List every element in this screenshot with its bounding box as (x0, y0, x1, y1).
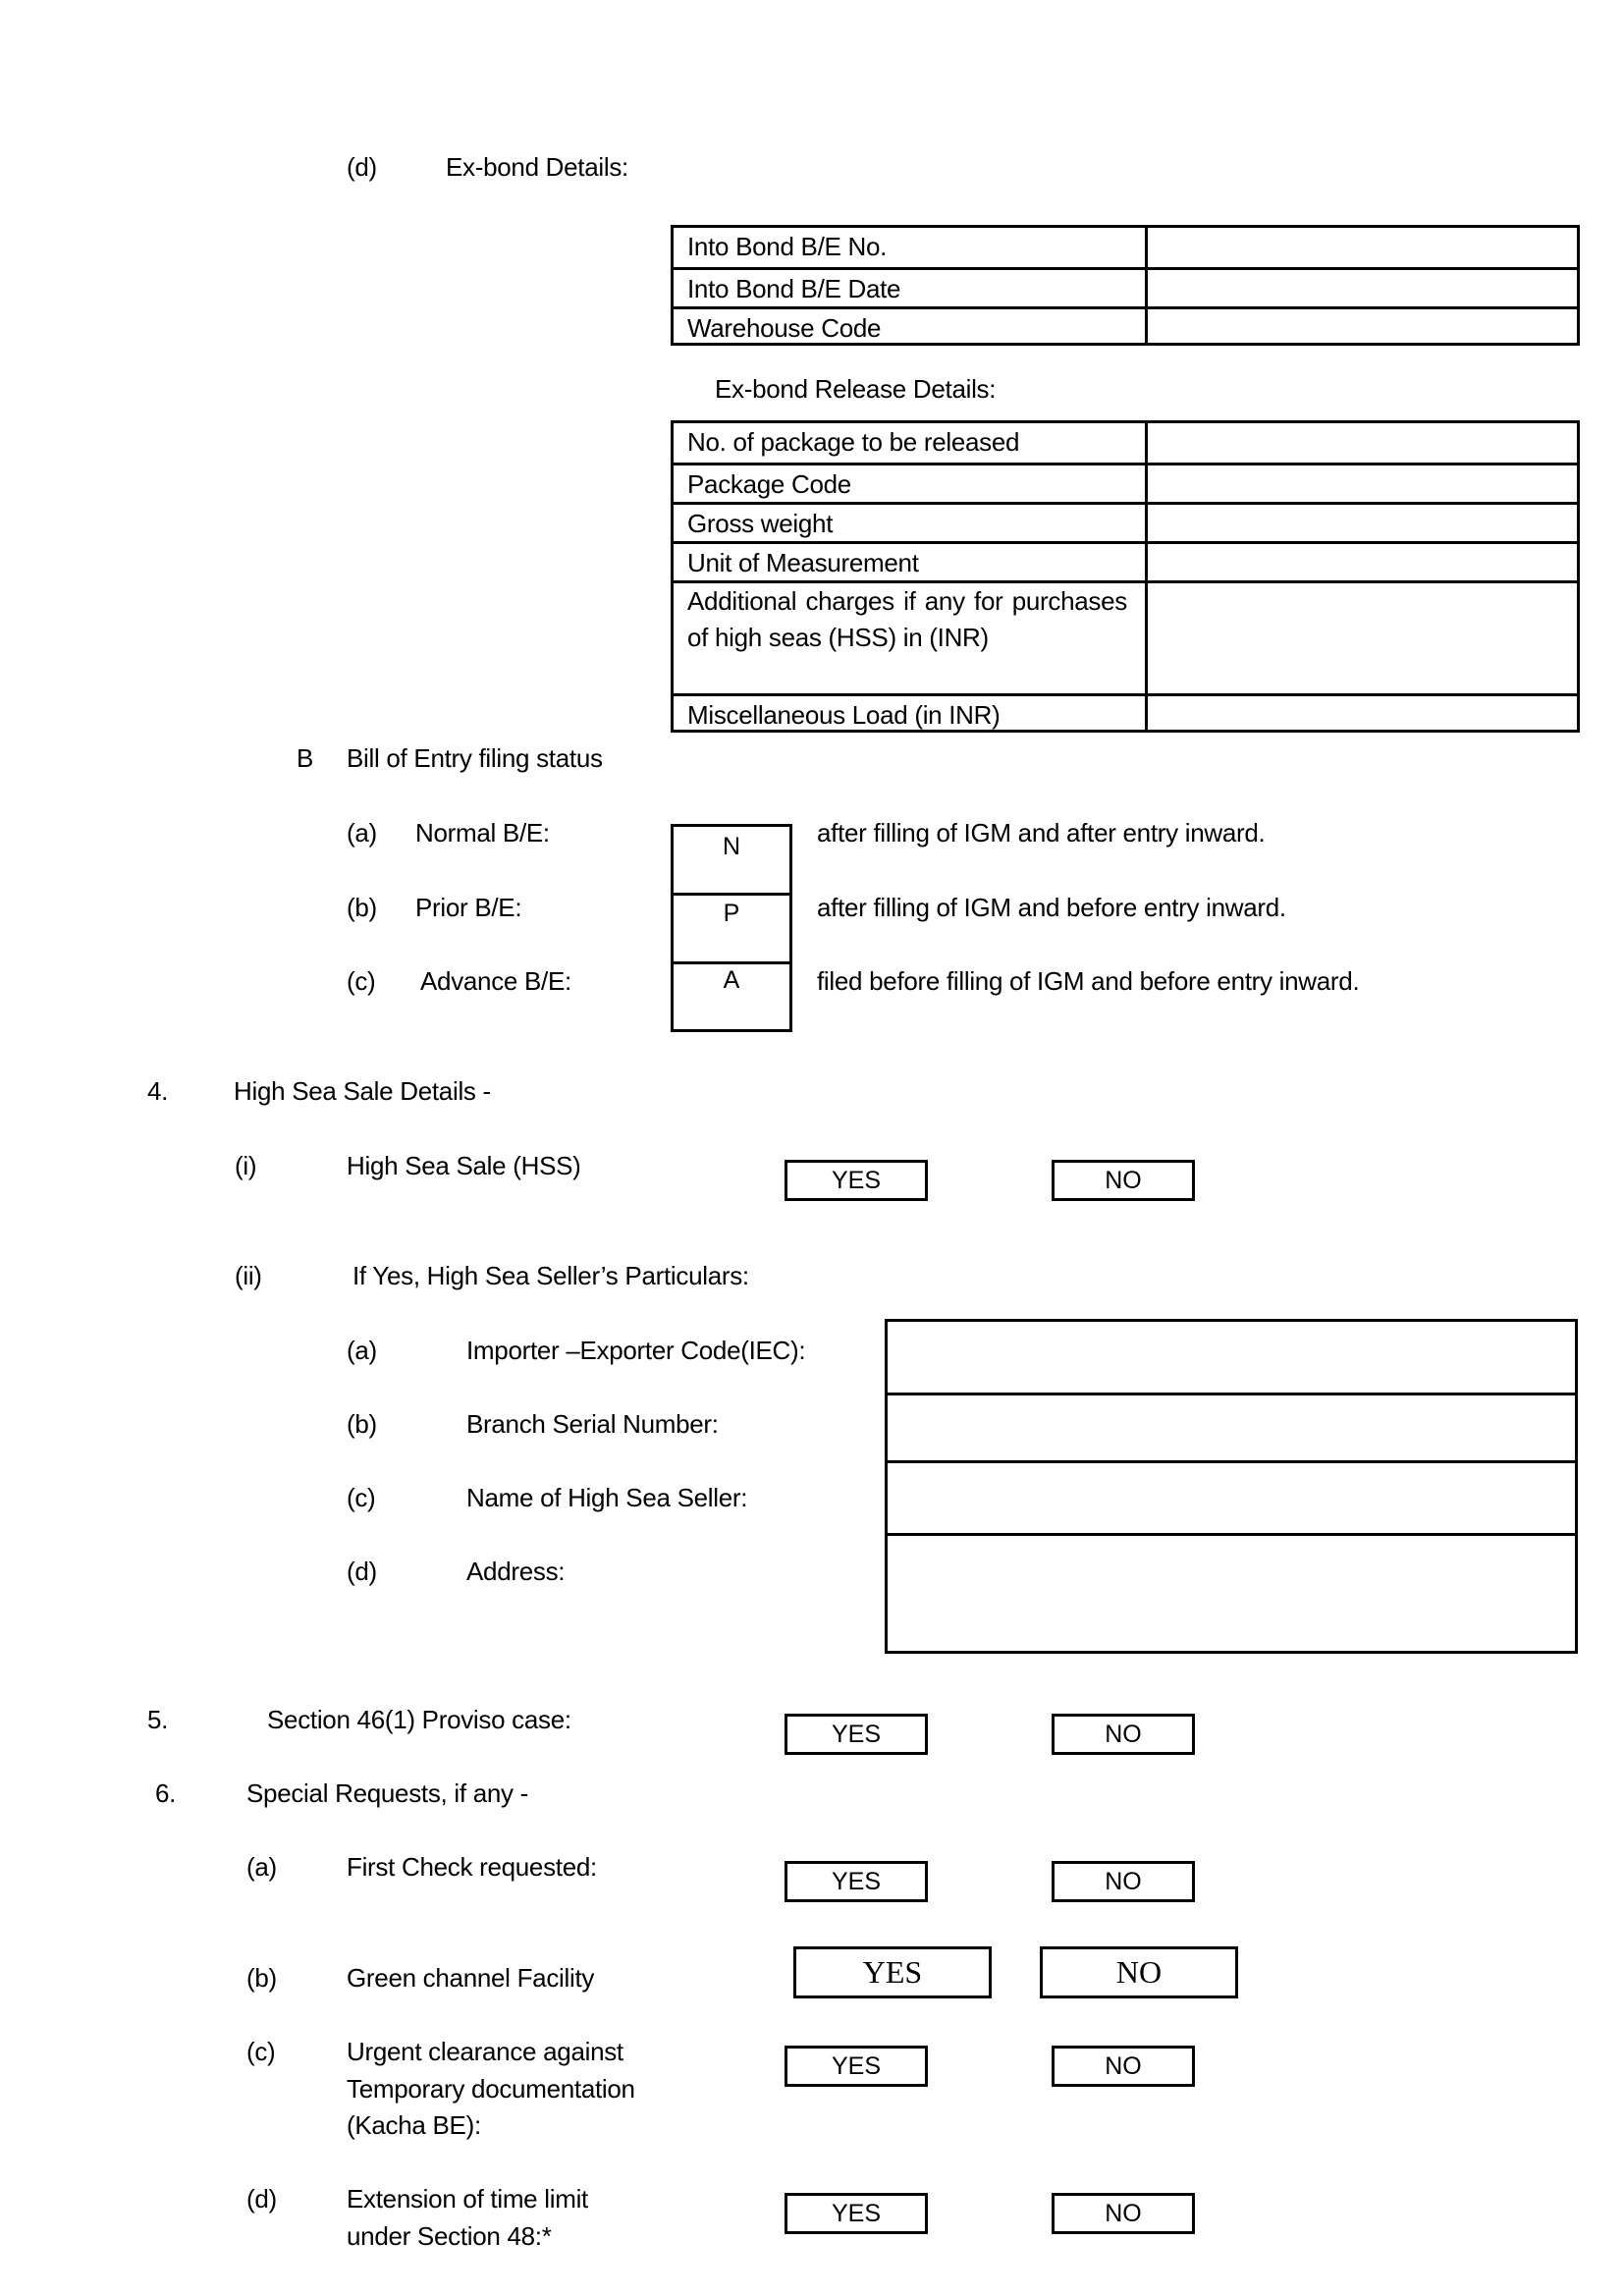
package-code-field[interactable] (1145, 465, 1577, 502)
gross-weight-label: Gross weight (687, 509, 834, 538)
hss-marker: (i) (235, 1151, 257, 1180)
table-row (674, 541, 1577, 580)
into-bond-table (671, 225, 1580, 346)
exbond-release-table (671, 420, 1580, 733)
unit-of-measurement-field[interactable] (1145, 544, 1577, 580)
urgent-clearance-label-line-1: Urgent clearance against (347, 2037, 623, 2066)
seller-marker: (ii) (235, 1261, 262, 1290)
prior-be-marker: (b) (347, 893, 377, 922)
time-extension-no-button[interactable]: NO (1052, 2193, 1195, 2234)
iec-label: Importer –Exporter Code(IEC): (466, 1336, 806, 1365)
into-bond-be-date-label: Into Bond B/E Date (687, 274, 901, 303)
address-field[interactable] (888, 1533, 1575, 1654)
seller-name-field[interactable] (888, 1460, 1575, 1533)
prior-be-description: after filling of IGM and before entry inward. (817, 893, 1286, 922)
advance-be-marker: (c) (347, 966, 376, 996)
urgent-clearance-no-button[interactable]: NO (1052, 2046, 1195, 2087)
first-check-marker: (a) (246, 1852, 277, 1882)
proviso-label: Section 46(1) Proviso case: (267, 1705, 571, 1734)
seller-name-label: Name of High Sea Seller: (466, 1483, 748, 1512)
seller-title: If Yes, High Sea Seller’s Particulars: (352, 1261, 749, 1290)
first-check-label: First Check requested: (347, 1852, 597, 1882)
normal-be-label: Normal B/E: (415, 818, 550, 847)
urgent-clearance-label-line-3: (Kacha BE): (347, 2110, 481, 2140)
table-row (674, 423, 1577, 463)
table-row (674, 463, 1577, 502)
exbond-release-title: Ex-bond Release Details: (715, 374, 997, 404)
first-check-yes-button[interactable]: YES (785, 1861, 928, 1902)
green-channel-yes-button[interactable]: YES (793, 1946, 992, 1998)
special-requests-title: Special Requests, if any - (246, 1778, 529, 1808)
proviso-yes-button[interactable]: YES (785, 1714, 928, 1755)
table-row (674, 306, 1577, 346)
table-row (674, 228, 1577, 267)
exbond-marker: (d) (347, 152, 377, 182)
additional-charges-field[interactable] (1145, 583, 1577, 693)
warehouse-code-field[interactable] (1145, 309, 1577, 346)
package-code-label: Package Code (687, 469, 851, 499)
advance-be-label: Advance B/E: (420, 966, 571, 996)
hss-no-button[interactable]: NO (1052, 1160, 1195, 1201)
filing-status-code-box (671, 824, 792, 1032)
exbond-title: Ex-bond Details: (446, 152, 628, 182)
address-marker: (d) (347, 1557, 377, 1586)
time-extension-marker: (d) (246, 2184, 277, 2214)
misc-load-label: Miscellaneous Load (in INR) (687, 700, 1001, 730)
section-6-number: 6. (155, 1778, 177, 1808)
warehouse-code-label: Warehouse Code (687, 313, 882, 343)
branch-serial-marker: (b) (347, 1409, 377, 1439)
first-check-no-button[interactable]: NO (1052, 1861, 1195, 1902)
green-channel-marker: (b) (246, 1963, 277, 1993)
prior-be-code[interactable]: P (674, 893, 789, 961)
advance-be-description: filed before filling of IGM and before entry inward. (817, 966, 1360, 996)
iec-field[interactable] (888, 1322, 1575, 1393)
into-bond-be-date-field[interactable] (1145, 270, 1577, 306)
proviso-no-button[interactable]: NO (1052, 1714, 1195, 1755)
section-5-number: 5. (147, 1705, 169, 1734)
hss-label: High Sea Sale (HSS) (347, 1151, 581, 1180)
normal-be-code[interactable]: N (722, 833, 741, 860)
hss-yes-button[interactable]: YES (785, 1160, 928, 1201)
prior-be-label: Prior B/E: (415, 893, 522, 922)
unit-of-measurement-label: Unit of Measurement (687, 548, 919, 577)
into-bond-be-no-field[interactable] (1145, 228, 1577, 267)
filing-status-title: Bill of Entry filing status (347, 743, 603, 773)
packages-released-label: No. of package to be released (687, 427, 1020, 457)
table-row (674, 580, 1577, 693)
urgent-clearance-yes-button[interactable]: YES (785, 2046, 928, 2087)
branch-serial-field[interactable] (888, 1393, 1575, 1460)
urgent-clearance-marker: (c) (246, 2037, 276, 2066)
filing-status-marker: B (297, 743, 314, 773)
misc-load-field[interactable] (1145, 696, 1577, 733)
green-channel-label: Green channel Facility (347, 1963, 595, 1993)
normal-be-description: after filling of IGM and after entry inward. (817, 818, 1266, 847)
urgent-clearance-label-line-2: Temporary documentation (347, 2074, 635, 2104)
branch-serial-label: Branch Serial Number: (466, 1409, 719, 1439)
address-label: Address: (466, 1557, 566, 1586)
into-bond-be-no-label: Into Bond B/E No. (687, 232, 888, 261)
advance-be-code[interactable]: A (674, 961, 789, 1032)
iec-marker: (a) (347, 1336, 377, 1365)
time-extension-label-line-1: Extension of time limit (347, 2184, 588, 2214)
table-row (674, 267, 1577, 306)
gross-weight-field[interactable] (1145, 505, 1577, 541)
section-4-number: 4. (147, 1076, 169, 1106)
time-extension-yes-button[interactable]: YES (785, 2193, 928, 2234)
section-4-title: High Sea Sale Details - (234, 1076, 491, 1106)
time-extension-label-line-2: under Section 48:* (347, 2221, 552, 2251)
table-row (674, 693, 1577, 733)
normal-be-marker: (a) (347, 818, 377, 847)
additional-charges-label: Additional charges if any for purchases of high seas (HSS) in (INR) (687, 586, 1127, 652)
packages-released-field[interactable] (1145, 423, 1577, 463)
table-row (674, 502, 1577, 541)
green-channel-no-button[interactable]: NO (1040, 1946, 1238, 1998)
seller-name-marker: (c) (347, 1483, 376, 1512)
seller-particulars-box (885, 1319, 1578, 1654)
